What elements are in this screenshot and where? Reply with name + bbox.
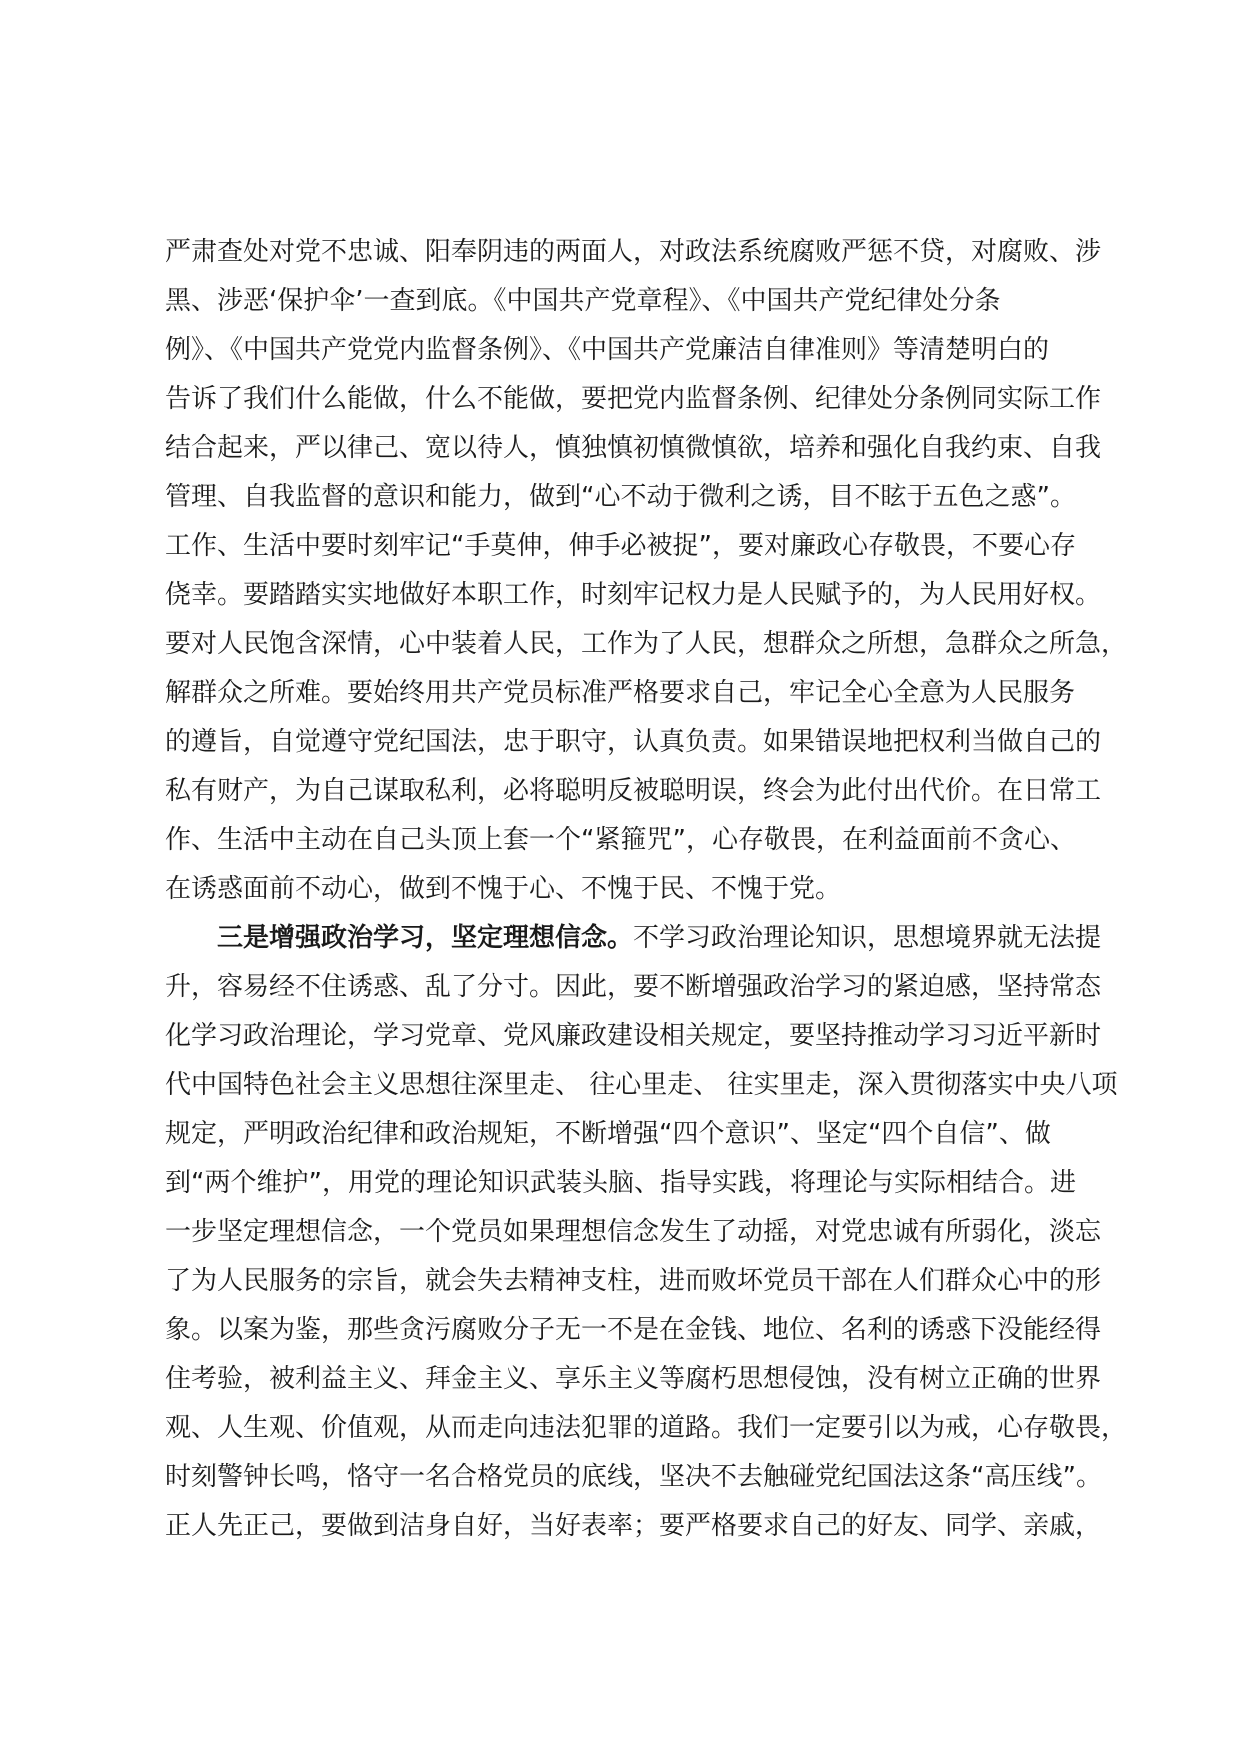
paragraph-2	[165, 914, 1128, 1551]
text-line: 到“两个维护”，用党的理论知识武装头脑、指导实践，将理论与实际相结合。进	[165, 1168, 1076, 1198]
text-line: 时刻警钟长鸣，恪守一名合格党员的底线，坚决不去触碰党纪国法这条“高压线”。	[165, 1462, 1102, 1492]
text-line: 规定，严明政治纪律和政治规矩，不断增强“四个意识”、坚定“四个自信”、做	[165, 1119, 1051, 1149]
text-line: 严肃查处对党不忠诚、阳奉阴违的两面人，对政法系统腐败严惩不贷，对腐败、涉	[165, 237, 1102, 267]
text-line: 的遵旨，自觉遵守党纪国法，忠于职守，认真负责。如果错误地把权利当做自己的	[165, 727, 1102, 757]
text-line: 象。以案为鉴，那些贪污腐败分子无一不是在金钱、地位、名利的诱惑下没能经得	[165, 1315, 1102, 1345]
text-line: 要对人民饱含深情，心中装着人民，工作为了人民，想群众之所想，急群众之所急，	[165, 629, 1128, 659]
document-body	[165, 228, 1128, 1551]
text-line: 私有财产，为自己谋取私利，必将聪明反被聪明误，终会为此付出代价。在日常工	[165, 776, 1102, 806]
text-line: 例》、《中国共产党党内监督条例》、《中国共产党廉洁自律准则》等清楚明白的	[165, 335, 1050, 365]
text-line-first	[165, 914, 1102, 963]
paragraph-1	[165, 228, 1128, 914]
text-run: 不学习政治理论知识，思想境界就无法提	[633, 923, 1102, 953]
text-line: 一步坚定理想信念，一个党员如果理想信念发生了动摇，对党忠诚有所弱化，淡忘	[165, 1217, 1102, 1247]
text-line: 工作、生活中要时刻牢记“手莫伸，伸手必被捉”，要对廉政心存敬畏，不要心存	[165, 531, 1076, 561]
text-line: 了为人民服务的宗旨，就会失去精神支柱，进而败坏党员干部在人们群众心中的形	[165, 1266, 1102, 1296]
text-line: 解群众之所难。要始终用共产党员标准严格要求自己，牢记全心全意为人民服务	[165, 678, 1076, 708]
text-line: 在诱惑面前不动心，做到不愧于心、不愧于民、不愧于党。	[165, 874, 842, 904]
text-line: 作、生活中主动在自己头顶上套一个“紧箍咒”，心存敬畏，在利益面前不贪心、	[165, 825, 1076, 855]
section-heading: 三是增强政治学习，坚定理想信念。	[217, 923, 634, 953]
text-line: 黑、涉恶‘保护伞’一查到底。《中国共产党章程》、《中国共产党纪律处分条	[165, 286, 1001, 316]
text-line: 住考验，被利益主义、拜金主义、享乐主义等腐朽思想侵蚀，没有树立正确的世界	[165, 1364, 1102, 1394]
text-line: 结合起来，严以律己、宽以待人，慎独慎初慎微慎欲，培养和强化自我约束、自我	[165, 433, 1102, 463]
text-line: 代中国特色社会主义思想往深里走、 往心里走、 往实里走，深入贯彻落实中央八项	[165, 1070, 1118, 1100]
text-line: 升，容易经不住诱惑、乱了分寸。因此，要不断增强政治学习的紧迫感，坚持常态	[165, 972, 1102, 1002]
text-line: 观、人生观、价值观，从而走向违法犯罪的道路。我们一定要引以为戒，心存敬畏，	[165, 1413, 1128, 1443]
text-line: 管理、自我监督的意识和能力，做到“心不动于微利之诱，目不眩于五色之惑”。	[165, 482, 1076, 512]
text-line: 侥幸。要踏踏实实地做好本职工作，时刻牢记权力是人民赋予的，为人民用好权。	[165, 580, 1102, 610]
text-line: 告诉了我们什么能做，什么不能做，要把党内监督条例、纪律处分条例同实际工作	[165, 384, 1102, 414]
text-line: 正人先正己，要做到洁身自好，当好表率；要严格要求自己的好友、同学、亲戚，	[165, 1511, 1102, 1541]
text-line: 化学习政治理论，学习党章、党风廉政建设相关规定，要坚持推动学习习近平新时	[165, 1021, 1102, 1051]
